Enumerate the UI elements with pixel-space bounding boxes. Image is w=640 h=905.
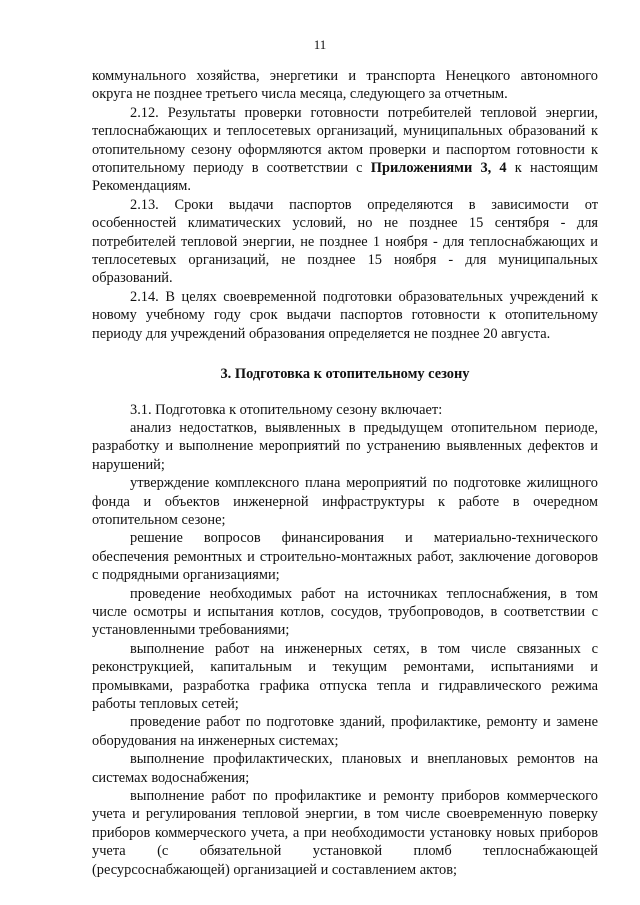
paragraph-2-12 (92, 104, 598, 196)
section-3-heading: 3. Подготовка к отопительному сезону (220, 366, 470, 383)
list-item: решение вопросов финансирования и материально-технического обеспечения ремонтных и строительно-монтажных работ, заключение договоров с подрядными организациями; (92, 530, 598, 584)
paragraph-2-12-text-a: 2.12. Результаты проверки готовности потребителей тепловой энергии, теплоснабжающих и теплосетевых организаций, муниципальных образований к отопительному сезону оформляются актом проверки и паспортом готовности к отопительному периоду в соответствии с (92, 104, 598, 177)
paragraph-2-12-appendix-ref: Приложениями 3, 4 (370, 160, 507, 177)
page-number: 11 (313, 37, 327, 52)
list-item: анализ недостатков, выявленных в предыдущем отопительном периоде, разработку и выполнение мероприятий по устранению выявленных дефектов и нарушений; (92, 419, 598, 473)
list-item: проведение работ по подготовке зданий, профилактике, ремонту и замене оборудования на инженерных системах; (92, 714, 598, 749)
paragraph-2-13: 2.13. Сроки выдачи паспортов определяются в зависимости от особенностей климатических условий, но не позднее 15 сентября - для потребителей тепловой энергии, не позднее 1 ноября - для теплоснабжающих и теплосетевых организаций, не позднее 15 ноября - для муниципальных образований. (92, 196, 598, 287)
paragraph-continuation: коммунального хозяйства, энергетики и транспорта Ненецкого автономного округа не позднее третьего числа месяца, следующего за отчетным. (92, 68, 598, 103)
list-item: проведение необходимых работ на источниках теплоснабжения, в том числе осмотры и испытания котлов, сосудов, трубопроводов, в соответствии с установленными требованиями; (92, 585, 598, 639)
list-item: выполнение работ на инженерных сетях, в том числе связанных с реконструкцией, капитальным и текущим ремонтами, испытаниями и промывками, разработка графика отпуска тепла и гидравлического режима работы тепловых сетей; (92, 640, 598, 712)
paragraph-2-12-text-b: к настоящим Рекомендациям. (92, 160, 598, 195)
document-body (92, 67, 598, 879)
list-item: утверждение комплексного плана мероприятий по подготовке жилищного фонда и объектов инженерной инфраструктуры к работе в очередном отопительном сезоне; (92, 475, 598, 528)
list-item: выполнение работ по профилактике и ремонту приборов коммерческого учета и регулирования тепловой энергии, в том числе своевременную поверку приборов коммерческого учета, а при необходимости установку новых приборов учета (с обязательной установкой пломб теплоснабжающей (ресурсоснабжающей) организацией и составлением актов; (92, 788, 598, 878)
paragraph-2-14: 2.14. В целях своевременной подготовки образовательных учреждений к новому учебному году срок выдачи паспортов готовности к отопительному периоду для учреждений образования определяется не позднее 20 августа. (92, 288, 598, 342)
list-item: выполнение профилактических, плановых и внеплановых ремонтов на системах водоснабжения; (92, 751, 598, 786)
paragraph-3-1-intro: 3.1. Подготовка к отопительному сезону включает: (130, 401, 443, 418)
